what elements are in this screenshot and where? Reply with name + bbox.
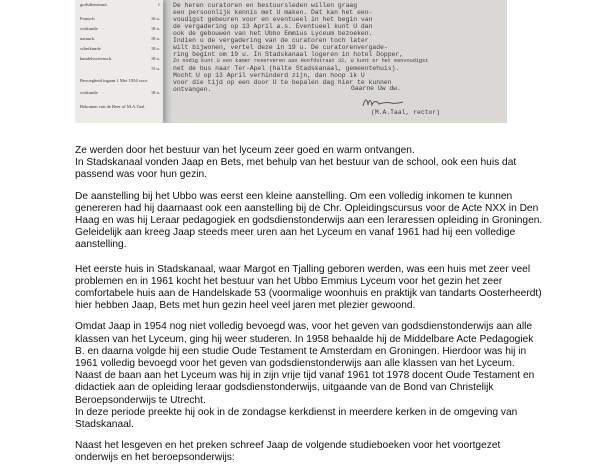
table-row: natuurk. 18 u. bbox=[80, 36, 160, 41]
biography-text bbox=[75, 145, 545, 474]
letter-line: een persoonlijk kennis met U maken. Dat kan het een- bbox=[173, 9, 373, 16]
table-row: 15 u. bbox=[150, 66, 160, 71]
letter-line: wilt bijwonen, vertel deze in 19 u. De curatorenvergade- bbox=[173, 44, 388, 51]
certificate-note: Bekomen van de Beer of M.A.Taal. bbox=[80, 104, 146, 109]
table-row: handelswetensch. 18 u. bbox=[80, 56, 160, 61]
paragraph: De aanstelling bij het Ubbo was eerst een kleine aanstelling. Om een volledig inkomen te kunnen genereren had hij daarnaast ook een aanstelling bij de Chr. Opleidingscursus voor de Acte NXX in Den Haag en was hij Leraar pedagogiek en godsdienstonderwijs aan een leraressen opleiding in Groningen. Geleidelijk aan kreeg Jaap steeds meer uren aan het Lyceum en vanaf 1961 had hij een volledige aanstelling. bbox=[75, 190, 543, 251]
table-row: wiskunde 18 u. bbox=[80, 26, 160, 31]
letter-line: Mocht U op 13 April verhinderd zijn, dan hoop ik U bbox=[173, 72, 365, 79]
paragraph: Ze werden door het bestuur van het lyceum zeer goed en warm ontvangen. In Stadskanaal vonden Jaap en Bets, met behulp van het bestuur van de school, ook een huis dat passend was voor hun gezin. bbox=[75, 145, 517, 181]
paragraph: Naast het lesgeven en het preken schreef Jaap de volgende studieboeken voor het voortgezet onderwijs en het beroepsonderwijs: bbox=[75, 440, 501, 464]
letter-line: Indien u de vergadering van de curatoren toch later bbox=[173, 37, 369, 44]
certificate-note: Bevoegheid ingaan 1 Mei 1954 voor bbox=[80, 78, 148, 83]
certificate-fragment bbox=[75, 0, 163, 123]
table-row: Fransch 16 u. bbox=[80, 16, 160, 21]
paragraph: Omdat Jaap in 1954 nog niet volledig bevoegd was, voor het geven van godsdienstonderwijs aan alle klassen van het Lyceum, ging hij weer studeren. In 1958 behaalde hij de Middelbare Acte Pedagogiek B. en daarna volgde hij een studie Oude Testament te Amsterdam en Groningen. Hierdoor was hij in 1961 volledig bevoegd voor het geven van godsdienstonderwijs aan alle klassen van het Lyceum. Naast de baan aan het Lyceum was hij in zijn vrije tijd vanaf 1961 tot 1978 docent Oude Testament en didactiek aan de opleiding leraar godsdienstonderwijs, uitgaande van de Bond van Christelijk Beroepsonderwijs te Utrecht. In deze periode preekte hij ook in de zondagse kerkdienst in meerdere kerken in de omgeving van Stadskanaal. bbox=[75, 321, 535, 431]
letter-line: voudigst gebeuren voor en eventueel in het begin van bbox=[173, 16, 373, 23]
letter-closing: Gaarne Uw dw. bbox=[351, 85, 401, 92]
letter-line: ook de gebouwen van het Ubbo Emmius Lyceum bezoeken. bbox=[173, 30, 373, 37]
paragraph: Het eerste huis in Stadskanaal, waar Margot en Tjalling geboren werden, was een huis met zeer veel problemen en in 1961 kocht het bestuur van het Ubbo Emmius Lyceum voor het gezin het zeer comfortabele huis aan de Handelskade 53 (voormalige woonhuis en praktijk van tandarts Oosterheerdt) hier hebben Jaap, Bets met hun gezin heel veel jaren met plezier gewoond. bbox=[75, 263, 542, 312]
scanned-document-image bbox=[75, 0, 507, 123]
letter-fragment bbox=[171, 0, 507, 123]
table-row: wiskunde 18 u. bbox=[80, 90, 160, 95]
letter-line: Zo nodig kunt U een kamer reserveren aan Hoofdstraat 32, U kunt er het eenvoudigst bbox=[173, 58, 429, 64]
letter-line: voor die tijd op een door U te bepalen dag hier te kunnen bbox=[173, 79, 392, 86]
table-row: scheikunde 18 u. bbox=[80, 46, 160, 51]
letter-line: ontvangen. bbox=[173, 86, 212, 93]
letter-line: net de bus naar Ter-Apel (halte Stadskanaal, gemeentehuis). bbox=[173, 65, 400, 72]
letter-line: De heren curatoren en bestuursleden willen graag bbox=[173, 2, 358, 9]
letter-signer: (M.A.Taal, rector) bbox=[371, 109, 441, 116]
signature-image bbox=[361, 95, 405, 109]
letter-line: de vergadering op 13 April a.s. Eventueel kunt U dan bbox=[173, 23, 373, 30]
letter-line: ring begint om 19 u. In Stadskanaal logeren in hotel Dopper, bbox=[173, 51, 404, 58]
table-row: godsdienstond. 1 bbox=[80, 2, 160, 7]
